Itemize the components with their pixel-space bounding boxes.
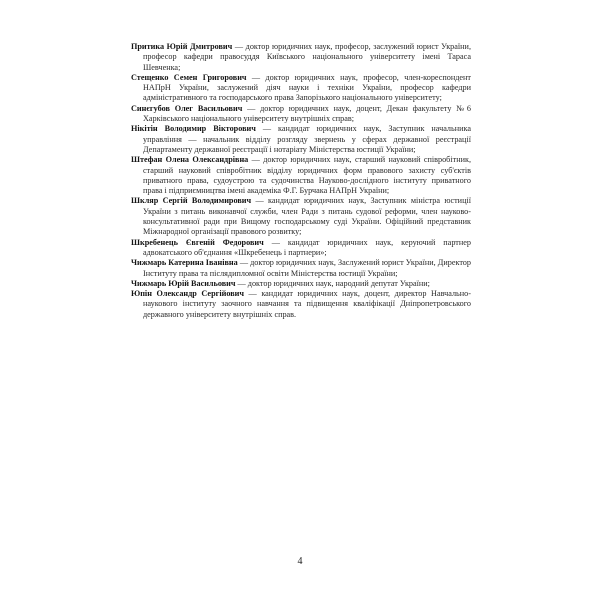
person-description: — кандидат юридичних наук, Заступник начальника управління — начальник відділу розгляду звернень у сферах державної реєстрації Департаменту державної реєстрації і нотаріату Міністерства юстиції України; bbox=[143, 124, 471, 154]
list-item bbox=[131, 42, 471, 73]
list-item bbox=[131, 289, 471, 320]
person-name: Штефан Олена Олександрівна bbox=[131, 155, 249, 165]
list-item bbox=[131, 279, 471, 289]
list-item bbox=[131, 155, 471, 196]
person-description: — доктор юридичних наук, народний депутат України; bbox=[235, 278, 430, 288]
contributors-list bbox=[131, 42, 471, 320]
person-name: Шкляр Сергій Володимирович bbox=[131, 196, 252, 206]
person-description: — кандидат юридичних наук, Заступник міністра юстиції України з питань виконавчої служби, член Ради з питань судової реформи, член науково-консультативної ради при Вищому господарському суді України. Офіційний представник Міжнародної організації правового розвитку; bbox=[143, 196, 471, 237]
list-item bbox=[131, 73, 471, 104]
person-description: — доктор юридичних наук, старший науковий співробітник, старший науковий співробітник відділу юридичних форм правового захисту суб'єктів приватного права, судоустрою та судочинства Науково-дослідного інституту приватного права і підприємництва імені академіка Ф.Г. Бурчака НАПрН України; bbox=[143, 155, 471, 196]
list-item bbox=[131, 124, 471, 155]
person-name: Шкребенець Євгеній Федорович bbox=[131, 237, 264, 247]
person-description: — доктор юридичних наук, професор, член-кореспондент НАПрН України, заслужений діяч науки і техніки України, професор кафедри адміністративного та господарського права Запорізького національного університету; bbox=[143, 72, 472, 103]
person-description: — кандидат юридичних наук, керуючий партнер адвокатського об'єднання «Шкребенець і партнери»; bbox=[143, 237, 471, 257]
person-description: — доктор юридичних наук, Заслужений юрист України, Директор Інституту права та післядипломної освіти Міністерства юстиції України; bbox=[143, 258, 471, 278]
list-item bbox=[131, 104, 471, 125]
person-name: Нікітін Володимир Вікторович bbox=[131, 124, 256, 134]
list-item bbox=[131, 238, 471, 259]
person-name: Притика Юрій Дмитрович bbox=[131, 42, 233, 51]
person-name: Стещенко Семен Григорович bbox=[131, 72, 247, 82]
person-name: Чижмарь Юрій Васильович bbox=[131, 278, 236, 288]
person-description: — доктор юридичних наук, доцент, Декан факультету №6 Харківського національного університету внутрішніх справ; bbox=[143, 103, 471, 124]
person-name: Синєгубов Олег Васильович bbox=[131, 103, 243, 113]
page-number: 4 bbox=[297, 556, 303, 567]
list-item bbox=[131, 258, 471, 279]
person-description: — доктор юридичних наук, професор, заслужений юрист України, професор кафедри правосуддя Київського національного університету імені Тараса Шевченка; bbox=[143, 42, 471, 72]
person-name: Чижмарь Катерина Іванівна bbox=[131, 258, 238, 268]
person-name: Юпін Олександр Сергійович bbox=[131, 289, 244, 299]
list-item bbox=[131, 196, 471, 237]
person-description: — кандидат юридичних наук, доцент, директор Навчально-наукового інституту заочного навчання та підвищення кваліфікації Дніпропетровського державного університету внутрішніх справ. bbox=[143, 289, 471, 319]
